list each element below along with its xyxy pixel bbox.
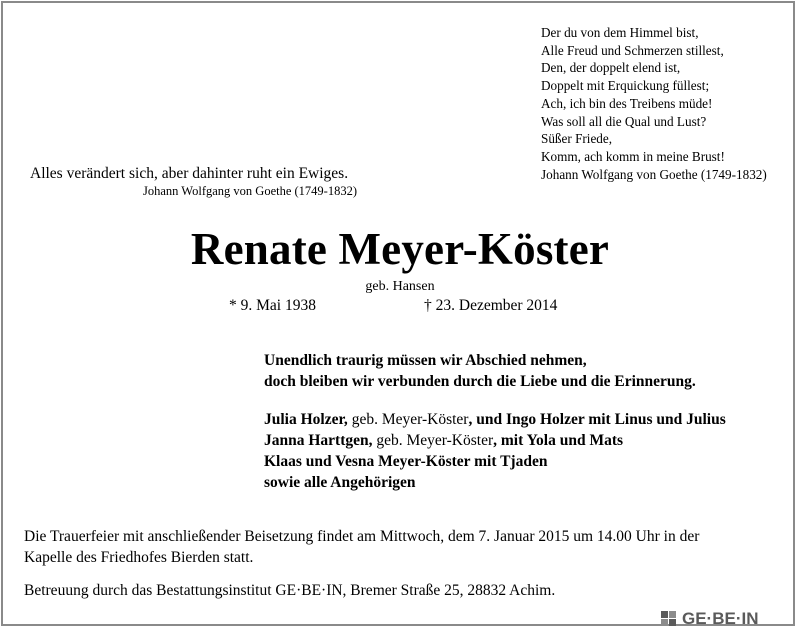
family-name: Julia Holzer,	[264, 411, 348, 428]
family-row: Klaas und Vesna Meyer-Köster mit Tjaden	[264, 453, 548, 470]
birth-date: * 9. Mai 1938	[229, 297, 316, 314]
family-row	[264, 409, 726, 430]
quote-text: Alles verändert sich, aber dahinter ruht ein Ewiges.	[30, 165, 349, 182]
quote-author: Johann Wolfgang von Goethe (1749-1832)	[143, 184, 358, 198]
poem-author: Johann Wolfgang von Goethe (1749-1832)	[541, 166, 767, 182]
poem-line: Der du von dem Himmel bist,	[541, 25, 699, 40]
mourning-text	[264, 350, 696, 392]
family-rest: , mit Yola und Mats	[493, 432, 624, 449]
family-row: sowie alle Angehörigen	[264, 474, 416, 491]
poem-line: Komm, ach komm in meine Brust!	[541, 148, 725, 164]
family-list	[264, 409, 726, 493]
family-geb: geb. Meyer-Köster	[351, 411, 469, 428]
mourning-line: Unendlich traurig müssen wir Abschied nehmen,	[264, 352, 587, 369]
gebein-logo-icon	[660, 610, 677, 627]
poem-line: Was soll all die Qual und Lust?	[541, 113, 707, 129]
family-name: Janna Harttgen,	[264, 432, 373, 449]
death-date: † 23. Dezember 2014	[424, 297, 558, 314]
funeral-home-notice: Betreuung durch das Bestattungsinstitut GE·BE·IN, Bremer Straße 25, 28832 Achim.	[24, 582, 556, 599]
ceremony-line: Kapelle des Friedhofes Bierden statt.	[24, 548, 254, 566]
family-geb: geb. Meyer-Köster	[376, 432, 494, 449]
poem-line: Ach, ich bin des Treibens müde!	[541, 95, 713, 111]
family-rest: , und Ingo Holzer mit Linus und Julius	[468, 411, 726, 428]
poem-line: Alle Freud und Schmerzen stillest,	[541, 42, 724, 58]
poem-line: Doppelt mit Erquickung füllest;	[541, 78, 710, 94]
poem-line: Süßer Friede,	[541, 131, 613, 147]
logo-text: GE·BE·IN	[682, 608, 759, 628]
poem-line: Den, der doppelt elend ist,	[541, 60, 681, 76]
gebein-logo	[660, 609, 759, 628]
maiden-name: geb. Hansen	[365, 279, 435, 294]
goethe-poem	[541, 24, 767, 183]
family-row	[264, 430, 726, 451]
deceased-name: Renate Meyer-Köster	[190, 224, 610, 274]
ceremony-notice	[24, 527, 699, 568]
mourning-line: doch bleiben wir verbunden durch die Liebe und die Erinnerung.	[264, 373, 696, 390]
ceremony-line: Die Trauerfeier mit anschließender Beisetzung findet am Mittwoch, dem 7. Januar 2015 um 14.00 Uhr in der	[24, 528, 700, 545]
